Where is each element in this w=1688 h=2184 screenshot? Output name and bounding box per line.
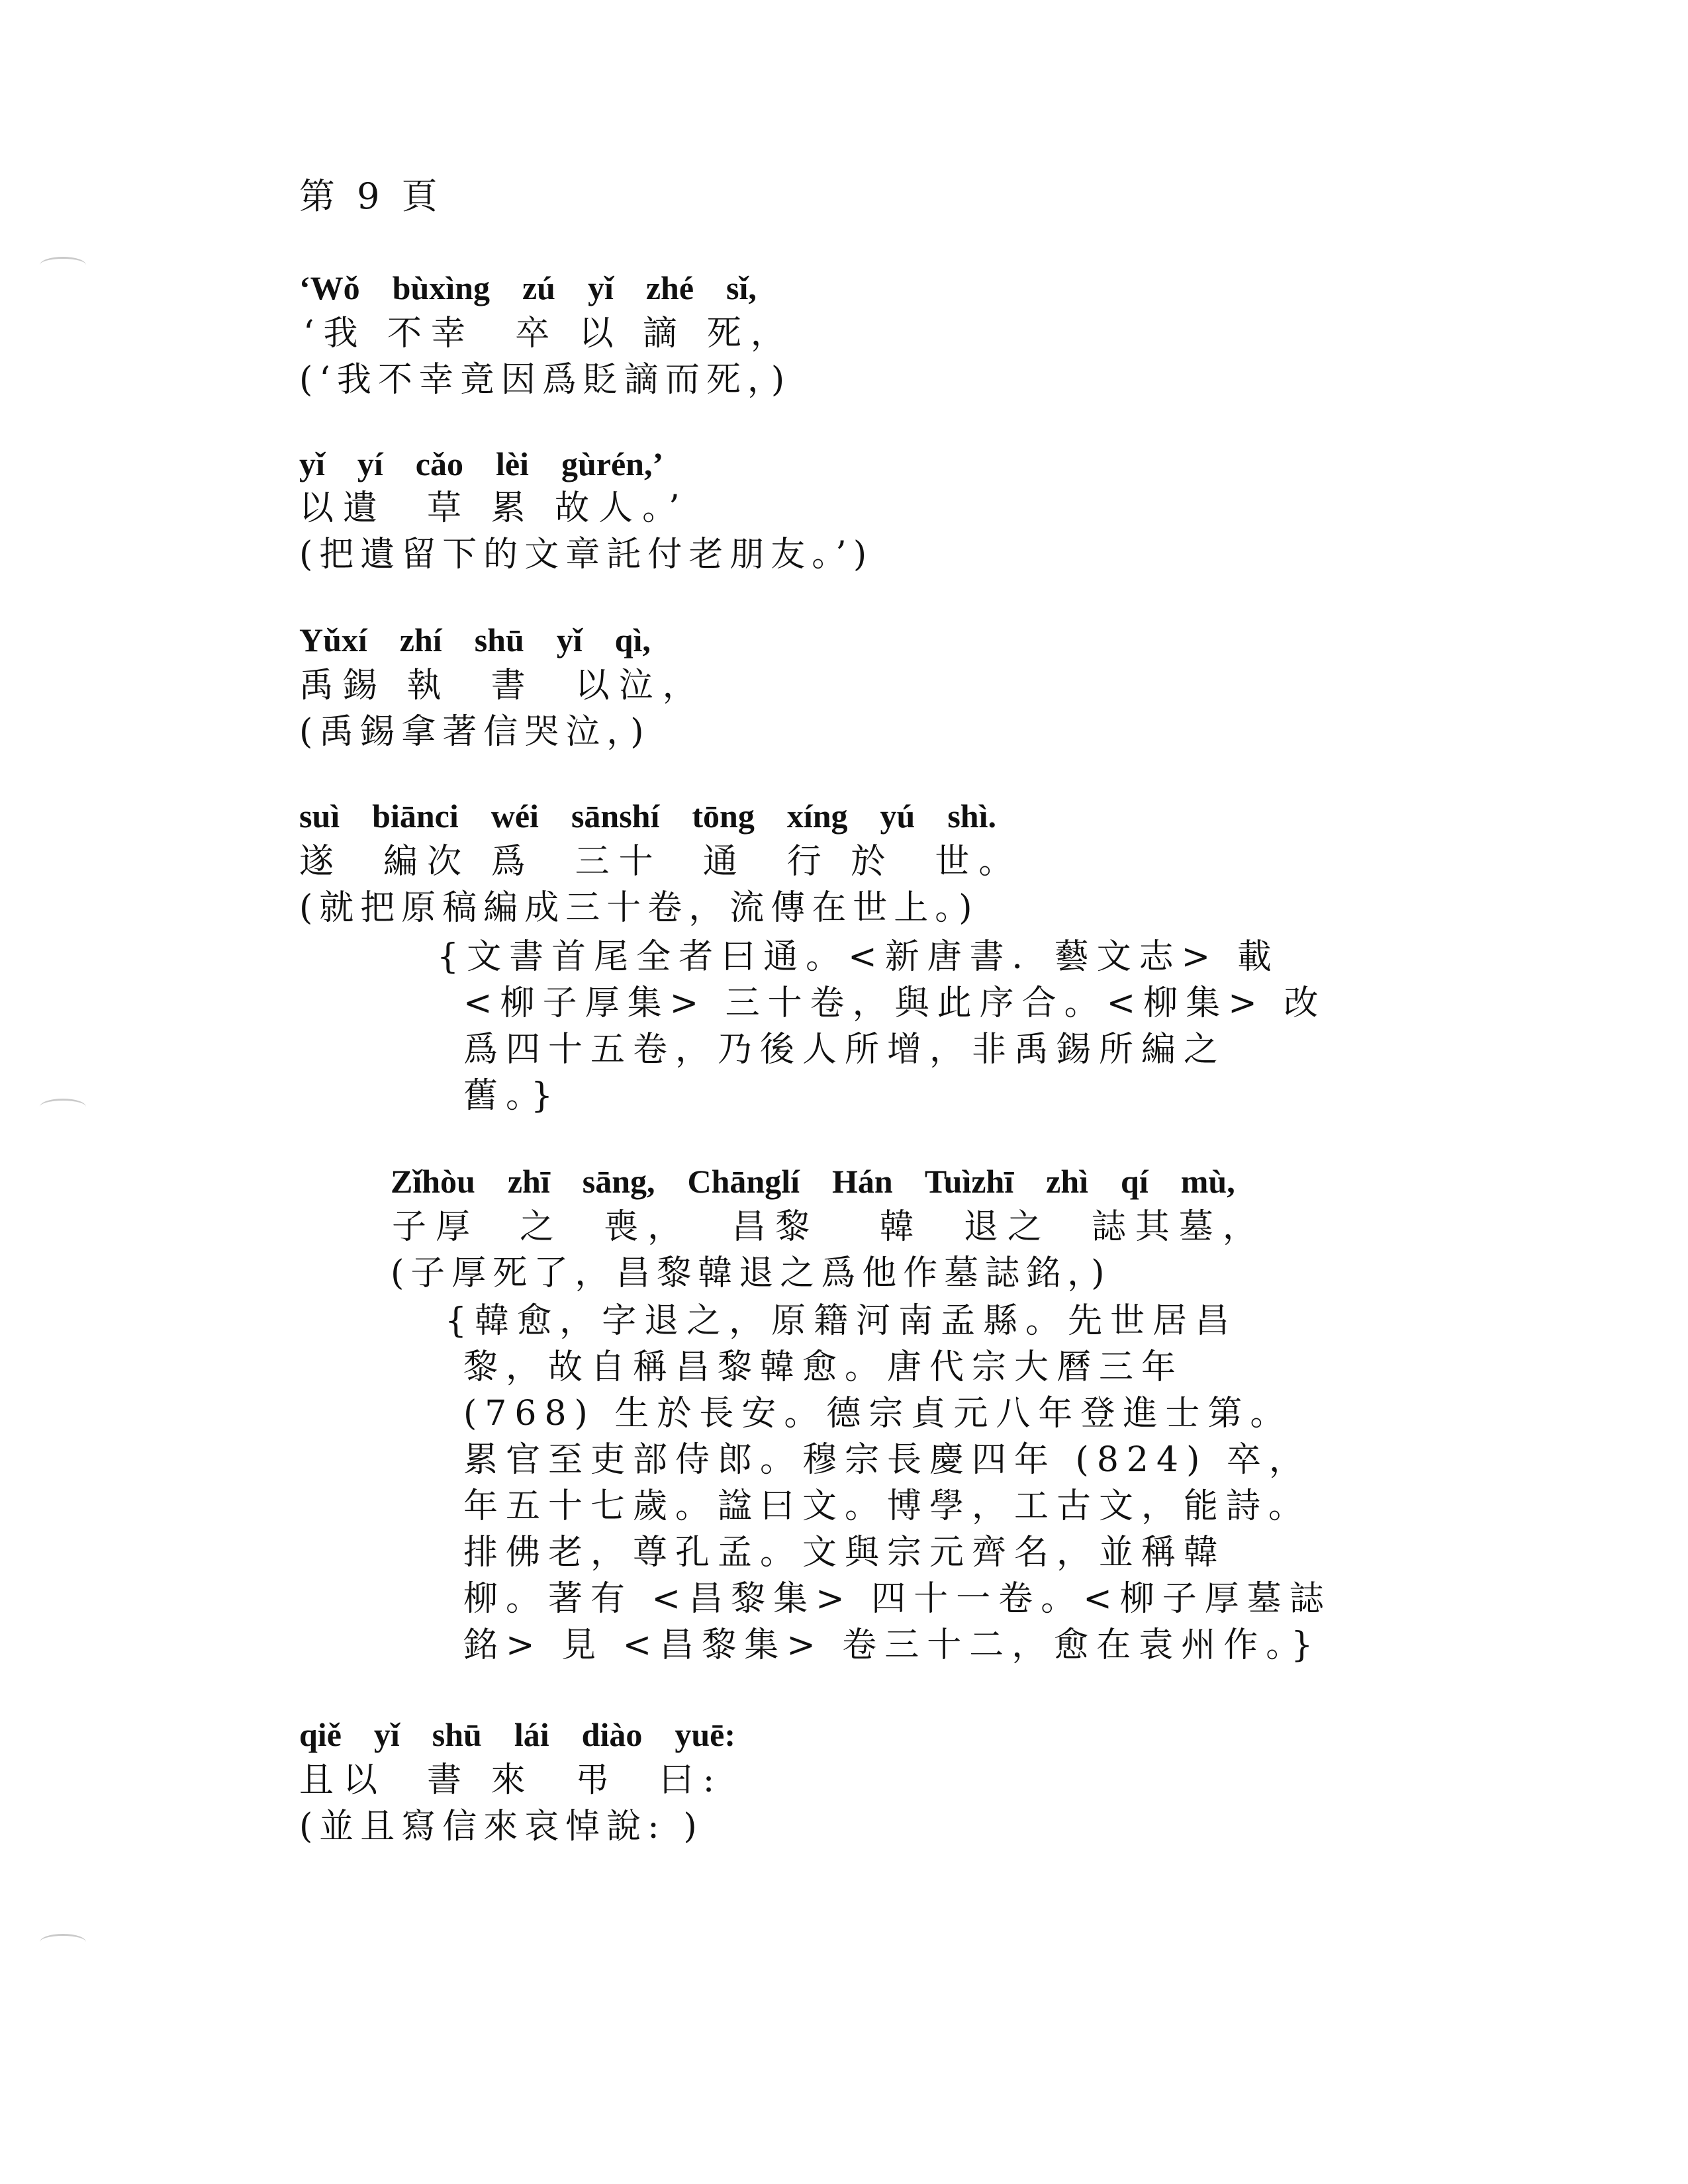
pinyin-line: yǐ yí cǎo lèi gùrén,’: [299, 445, 664, 482]
punch-hole-mark: [40, 1099, 86, 1115]
annotation-line: 黎，故自稱昌黎韓愈。唐代宗大曆三年: [463, 1347, 1184, 1387]
annotation-line: 柳。著有 <昌黎集> 四十一卷。<柳子厚墓誌: [463, 1579, 1332, 1619]
annotation-line: 累官至吏部侍郎。穆宗長慶四年 (824) 卒，: [463, 1440, 1311, 1480]
chinese-line: 遂 編次 爲 三十 通 行 於 世。: [299, 842, 1023, 882]
translation-line: (禹錫拿著信哭泣，): [299, 712, 651, 752]
annotation-line: 舊。}: [463, 1076, 561, 1116]
annotation-line: 爲四十五卷，乃後人所增，非禹錫所編之: [463, 1030, 1227, 1069]
annotation-line: 年五十七歲。諡曰文。博學，工古文，能詩。: [463, 1486, 1311, 1526]
annotation-line: 排佛老，尊孔孟。文與宗元齊名，並稱韓: [463, 1533, 1227, 1572]
translation-line: (並且寫信來哀悼說: ): [299, 1807, 704, 1846]
chinese-line: 以遺 草 累 故人。’: [299, 488, 689, 528]
annotation-line: {韓愈，字退之，原籍河南孟縣。先世居昌: [445, 1301, 1238, 1341]
annotation-line: {文書首尾全者曰通。<新唐書．藝文志> 載: [437, 937, 1280, 977]
chinese-line: ‘我 不幸 卒 以 謫 死，: [303, 314, 794, 353]
translation-line: (‘我不幸竟因爲貶謫而死，): [299, 360, 792, 400]
punch-hole-mark: [40, 1934, 86, 1950]
annotation-line: <柳子厚集> 三十卷，與此序合。<柳集> 改: [463, 983, 1327, 1023]
pinyin-line: Zǐhòu zhī sāng, Chānglí Hán Tuìzhī zhì qí mù,: [391, 1163, 1235, 1200]
annotation-line: (768) 生於長安。德宗貞元八年登進士第。: [463, 1394, 1293, 1433]
chinese-line: 且以 書 來 弔 曰:: [299, 1760, 724, 1800]
pinyin-line: Yǔxí zhí shū yǐ qì,: [299, 621, 651, 659]
pinyin-line: suì biānci wéi sānshí tōng xíng yú shì.: [299, 797, 996, 835]
annotation-line: 銘> 見 <昌黎集> 卷三十二，愈在袁州作。}: [463, 1625, 1321, 1665]
punch-hole-mark: [40, 257, 86, 273]
translation-line: (就把原稿編成三十卷，流傳在世上。): [299, 888, 979, 928]
chinese-line: 禹錫 執 書 以泣，: [299, 666, 706, 705]
pinyin-line: qiě yǐ shū lái diào yuē:: [299, 1716, 735, 1753]
translation-line: (把遺留下的文章託付老朋友。’): [299, 535, 874, 574]
translation-line: (子厚死了，昌黎韓退之爲他作墓誌銘，): [391, 1253, 1111, 1293]
chinese-line: 子厚 之 喪， 昌黎 韓 退之 誌其墓，: [392, 1207, 1266, 1247]
page-header: 第 9 頁: [299, 175, 443, 217]
pinyin-line: ‘Wǒ bùxìng zú yǐ zhé sǐ,: [299, 269, 757, 306]
